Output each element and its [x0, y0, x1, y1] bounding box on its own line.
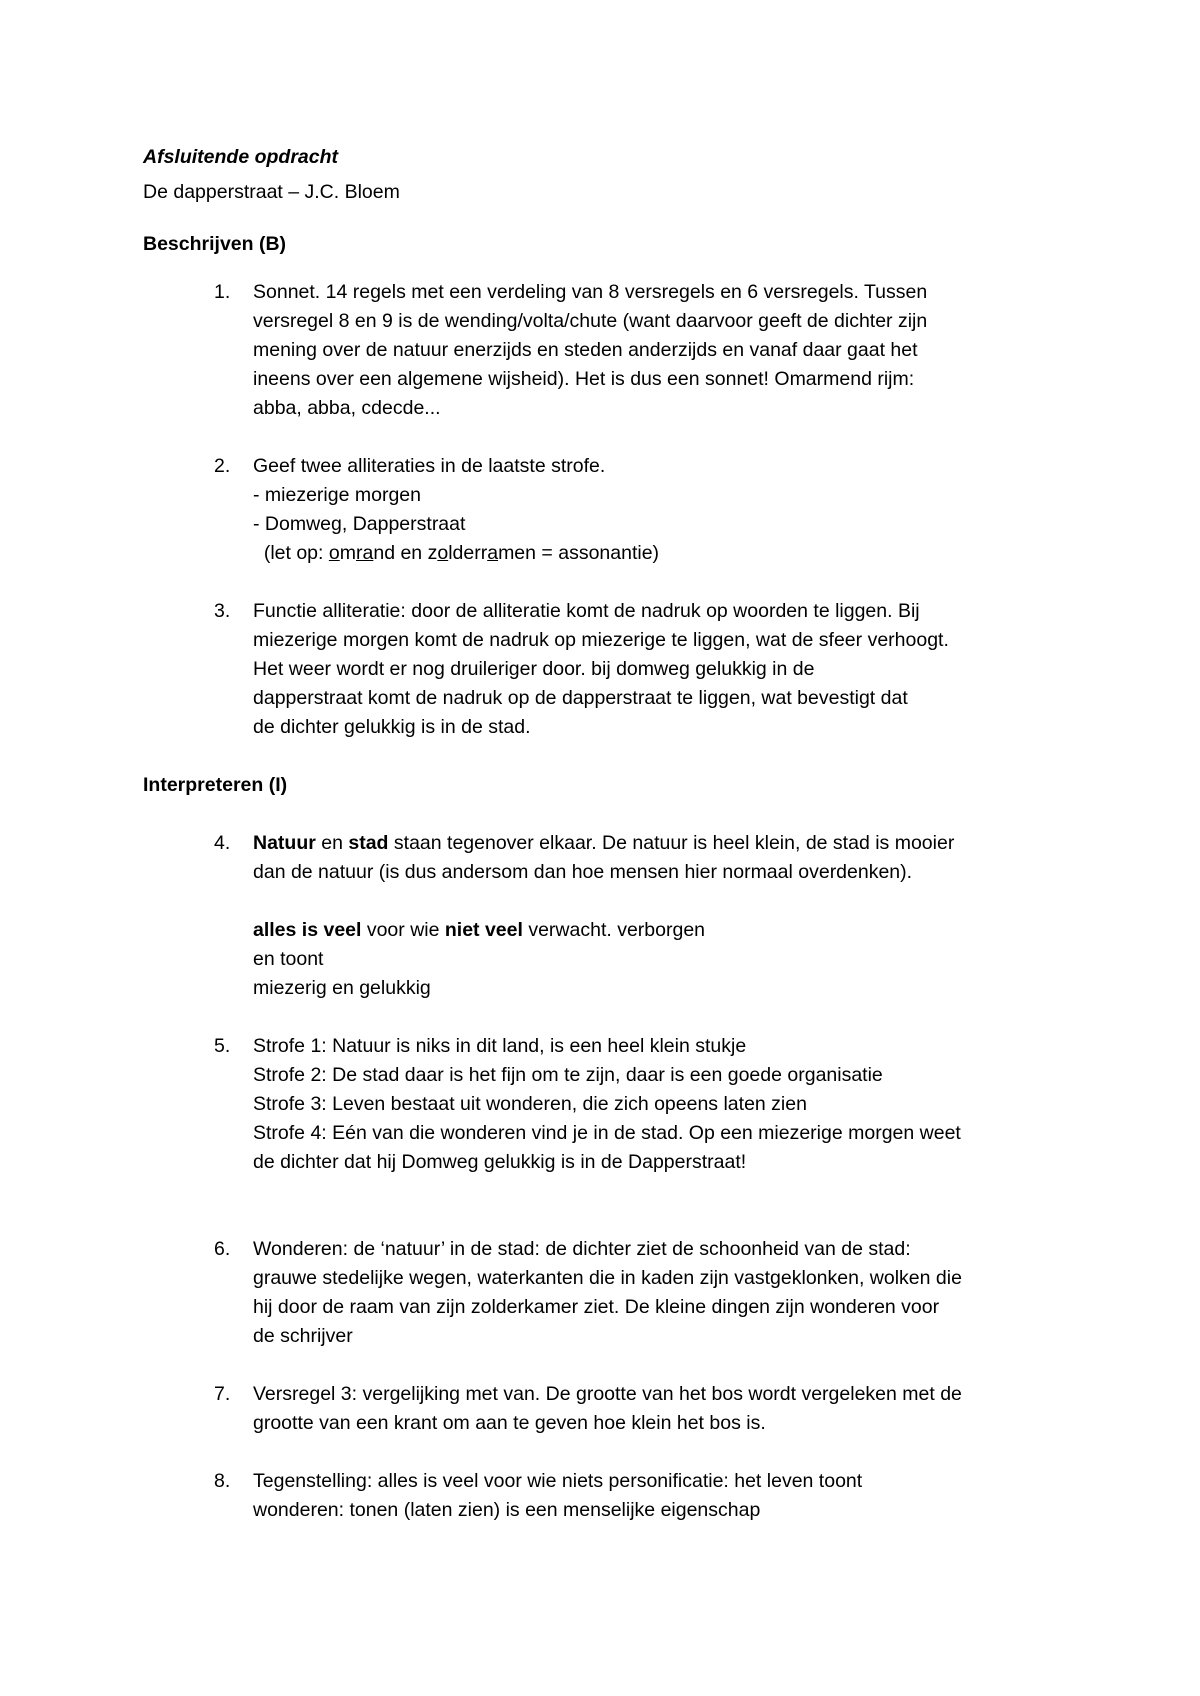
- item-number-2: 2.: [214, 455, 231, 477]
- item-3-line-5: de dichter gelukkig is in de stad.: [253, 716, 531, 738]
- item-4-quote-line-2: en toont: [253, 948, 324, 970]
- item-2-note: (let op: omrand en zolderramen = assonantie): [253, 542, 660, 564]
- item-5-line-2: Strofe 2: De stad daar is het fijn om te zijn, daar is een goede organisatie: [253, 1064, 883, 1086]
- item-number-7: 7.: [214, 1383, 231, 1405]
- item-2-line-1: Geef twee alliteraties in de laatste strofe.: [253, 455, 606, 477]
- item-5-line-5: de dichter dat hij Domweg gelukkig is in de Dapperstraat!: [253, 1151, 747, 1173]
- item-number-1: 1.: [214, 281, 231, 303]
- item-number-5: 5.: [214, 1035, 231, 1057]
- item-2-line-2: - miezerige morgen: [253, 484, 421, 506]
- item-3-line-4: dapperstraat komt de nadruk op de dapperstraat te liggen, wat bevestigt dat: [253, 687, 908, 709]
- item-7-line-2: grootte van een krant om aan te geven hoe klein het bos is.: [253, 1412, 766, 1434]
- item-1-line-4: ineens over een algemene wijsheid). Het is dus een sonnet! Omarmend rijm:: [253, 368, 915, 390]
- item-3-line-3: Het weer wordt er nog druileriger door. bij domweg gelukkig in de: [253, 658, 815, 680]
- item-5-line-3: Strofe 3: Leven bestaat uit wonderen, die zich opeens laten zien: [253, 1093, 807, 1115]
- item-4-line-1: Natuur en stad staan tegenover elkaar. De natuur is heel klein, de stad is mooier: [253, 832, 955, 854]
- document-title: Afsluitende opdracht: [143, 146, 339, 168]
- item-3-line-2: miezerige morgen komt de nadruk op miezerige te liggen, wat de sfeer verhoogt.: [253, 629, 949, 651]
- item-number-8: 8.: [214, 1470, 231, 1492]
- item-5-line-4: Strofe 4: Eén van die wonderen vind je in de stad. Op een miezerige morgen weet: [253, 1122, 961, 1144]
- item-4-quote-line-1: alles is veel voor wie niet veel verwacht. verborgen: [253, 919, 706, 941]
- item-8-line-1: Tegenstelling: alles is veel voor wie niets personificatie: het leven toont: [253, 1470, 863, 1492]
- document-subtitle: De dapperstraat – J.C. Bloem: [143, 181, 400, 203]
- item-1-line-3: mening over de natuur enerzijds en steden anderzijds en vanaf daar gaat het: [253, 339, 918, 361]
- item-1-line-5: abba, abba, cdecde...: [253, 397, 441, 419]
- item-number-6: 6.: [214, 1238, 231, 1260]
- item-4-line-2: dan de natuur (is dus andersom dan hoe mensen hier normaal overdenken).: [253, 861, 913, 883]
- item-2-line-3: - Domweg, Dapperstraat: [253, 513, 466, 535]
- item-1-line-1: Sonnet. 14 regels met een verdeling van 8 versregels en 6 versregels. Tussen: [253, 281, 928, 303]
- item-6-line-4: de schrijver: [253, 1325, 353, 1347]
- item-3-line-1: Functie alliteratie: door de alliteratie komt de nadruk op woorden te liggen. Bij: [253, 600, 920, 622]
- section-heading-beschrijven: Beschrijven (B): [143, 233, 287, 255]
- item-number-4: 4.: [214, 832, 231, 854]
- item-8-line-2: wonderen: tonen (laten zien) is een menselijke eigenschap: [253, 1499, 761, 1521]
- item-1-line-2: versregel 8 en 9 is de wending/volta/chute (want daarvoor geeft de dichter zijn: [253, 310, 928, 332]
- section-heading-interpreteren: Interpreteren (I): [143, 774, 288, 796]
- item-6-line-3: hij door de raam van zijn zolderkamer ziet. De kleine dingen zijn wonderen voor: [253, 1296, 940, 1318]
- item-5-line-1: Strofe 1: Natuur is niks in dit land, is een heel klein stukje: [253, 1035, 747, 1057]
- item-number-3: 3.: [214, 600, 231, 622]
- item-6-line-2: grauwe stedelijke wegen, waterkanten die in kaden zijn vastgeklonken, wolken die: [253, 1267, 962, 1289]
- item-6-line-1: Wonderen: de ‘natuur’ in de stad: de dichter ziet de schoonheid van de stad:: [253, 1238, 911, 1260]
- item-4-quote-line-3: miezerig en gelukkig: [253, 977, 431, 999]
- item-7-line-1: Versregel 3: vergelijking met van. De grootte van het bos wordt vergeleken met de: [253, 1383, 962, 1405]
